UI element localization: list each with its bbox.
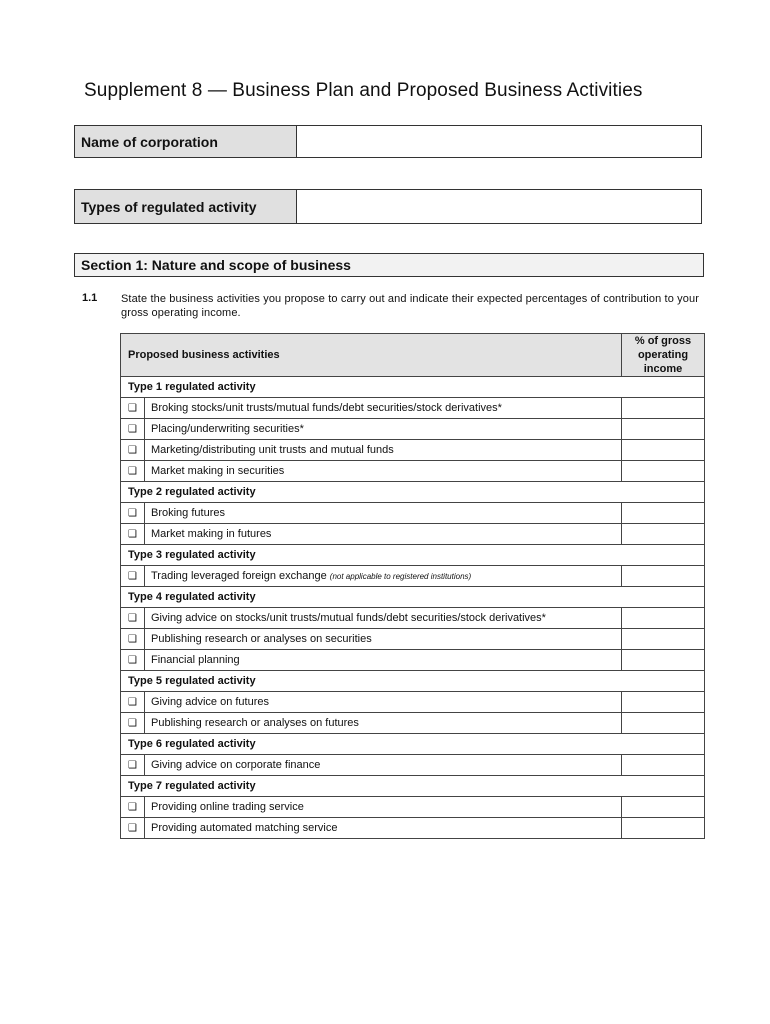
business-activities-table (120, 333, 705, 839)
type-header-row (121, 734, 705, 755)
checkbox-icon[interactable]: ❑ (121, 566, 145, 587)
activity-cell (145, 755, 622, 776)
activity-row (121, 398, 705, 419)
activity-cell (145, 503, 622, 524)
activity-label: Giving advice on stocks/unit trusts/mutual funds/debt securities/stock derivatives* (151, 612, 546, 624)
activity-row (121, 461, 705, 482)
checkbox-icon[interactable]: ❑ (121, 629, 145, 650)
table-header-row (121, 334, 705, 377)
activity-row (121, 650, 705, 671)
activity-note: (not applicable to registered institutions) (329, 572, 472, 581)
regulated-activity-type: Type 6 regulated activity (121, 734, 705, 755)
activity-label: Placing/underwriting securities* (151, 423, 304, 435)
activity-type-field-row (74, 189, 702, 224)
checkbox-icon[interactable]: ❑ (121, 461, 145, 482)
activity-row (121, 755, 705, 776)
percent-input[interactable] (622, 692, 705, 713)
regulated-activity-type: Type 4 regulated activity (121, 587, 705, 608)
checkbox-icon[interactable]: ❑ (121, 524, 145, 545)
checkbox-icon[interactable]: ❑ (121, 398, 145, 419)
regulated-activity-type: Type 2 regulated activity (121, 482, 705, 503)
type-header-row (121, 776, 705, 797)
activity-cell (145, 818, 622, 839)
checkbox-icon[interactable]: ❑ (121, 713, 145, 734)
regulated-activity-type: Type 1 regulated activity (121, 377, 705, 398)
activity-row (121, 419, 705, 440)
percent-input[interactable] (622, 524, 705, 545)
activity-cell (145, 713, 622, 734)
activity-cell (145, 608, 622, 629)
checkbox-icon[interactable]: ❑ (121, 419, 145, 440)
question-number: 1.1 (82, 292, 98, 304)
activity-cell (145, 650, 622, 671)
checkbox-icon[interactable]: ❑ (121, 650, 145, 671)
activity-label: Broking futures (151, 507, 225, 519)
activity-cell (145, 566, 622, 587)
activity-type-label: Types of regulated activity (75, 190, 297, 223)
activity-row (121, 566, 705, 587)
activity-label: Publishing research or analyses on securities (151, 633, 372, 645)
activity-cell (145, 461, 622, 482)
checkbox-icon[interactable]: ❑ (121, 608, 145, 629)
percent-input[interactable] (622, 818, 705, 839)
activity-row (121, 713, 705, 734)
section-heading: Section 1: Nature and scope of business (74, 253, 704, 277)
activity-row (121, 440, 705, 461)
activity-row (121, 503, 705, 524)
activity-cell (145, 797, 622, 818)
percent-input[interactable] (622, 503, 705, 524)
corporation-field-row (74, 125, 702, 158)
activity-row (121, 692, 705, 713)
activity-label: Broking stocks/unit trusts/mutual funds/debt securities/stock derivatives* (151, 402, 502, 414)
activity-label: Market making in futures (151, 528, 272, 540)
checkbox-icon[interactable]: ❑ (121, 755, 145, 776)
checkbox-icon[interactable]: ❑ (121, 503, 145, 524)
activity-row (121, 818, 705, 839)
activity-label: Giving advice on corporate finance (151, 759, 321, 771)
checkbox-icon[interactable]: ❑ (121, 692, 145, 713)
regulated-activity-type: Type 3 regulated activity (121, 545, 705, 566)
page-title: Supplement 8 — Business Plan and Proposed Business Activities (84, 80, 643, 101)
question-text: State the business activities you propose to carry out and indicate their expected percentages of contribution to your gross operating income. (121, 293, 699, 319)
activity-label: Providing online trading service (151, 801, 304, 813)
type-header-row (121, 377, 705, 398)
activity-label: Providing automated matching service (151, 822, 338, 834)
activity-label: Financial planning (151, 654, 240, 666)
percent-input[interactable] (622, 608, 705, 629)
activity-label: Trading leveraged foreign exchange (151, 570, 330, 582)
type-header-row (121, 545, 705, 566)
activity-label: Giving advice on futures (151, 696, 270, 708)
activity-row (121, 797, 705, 818)
type-header-row (121, 482, 705, 503)
regulated-activity-type: Type 7 regulated activity (121, 776, 705, 797)
type-header-row (121, 671, 705, 692)
activity-label: Publishing research or analyses on futures (151, 717, 359, 729)
activity-type-input[interactable] (297, 190, 701, 223)
activity-cell (145, 524, 622, 545)
percent-input[interactable] (622, 398, 705, 419)
percent-input[interactable] (622, 461, 705, 482)
activity-label: Market making in securities (151, 465, 285, 477)
column-header-percent: % of gross operating income (622, 334, 705, 377)
activity-row (121, 608, 705, 629)
percent-input[interactable] (622, 629, 705, 650)
type-header-row (121, 587, 705, 608)
percent-input[interactable] (622, 566, 705, 587)
corporation-input[interactable] (297, 126, 701, 157)
activity-cell (145, 398, 622, 419)
activity-label: Marketing/distributing unit trusts and mutual funds (151, 444, 394, 456)
activity-cell (145, 440, 622, 461)
percent-input[interactable] (622, 650, 705, 671)
activity-cell (145, 629, 622, 650)
percent-input[interactable] (622, 713, 705, 734)
percent-input[interactable] (622, 440, 705, 461)
checkbox-icon[interactable]: ❑ (121, 440, 145, 461)
activity-row (121, 524, 705, 545)
column-header-activities: Proposed business activities (121, 334, 622, 377)
checkbox-icon[interactable]: ❑ (121, 818, 145, 839)
activity-row (121, 629, 705, 650)
corporation-label: Name of corporation (75, 126, 297, 157)
percent-input[interactable] (622, 419, 705, 440)
percent-input[interactable] (622, 797, 705, 818)
checkbox-icon[interactable]: ❑ (121, 797, 145, 818)
activity-cell (145, 692, 622, 713)
activity-cell (145, 419, 622, 440)
regulated-activity-type: Type 5 regulated activity (121, 671, 705, 692)
percent-input[interactable] (622, 755, 705, 776)
